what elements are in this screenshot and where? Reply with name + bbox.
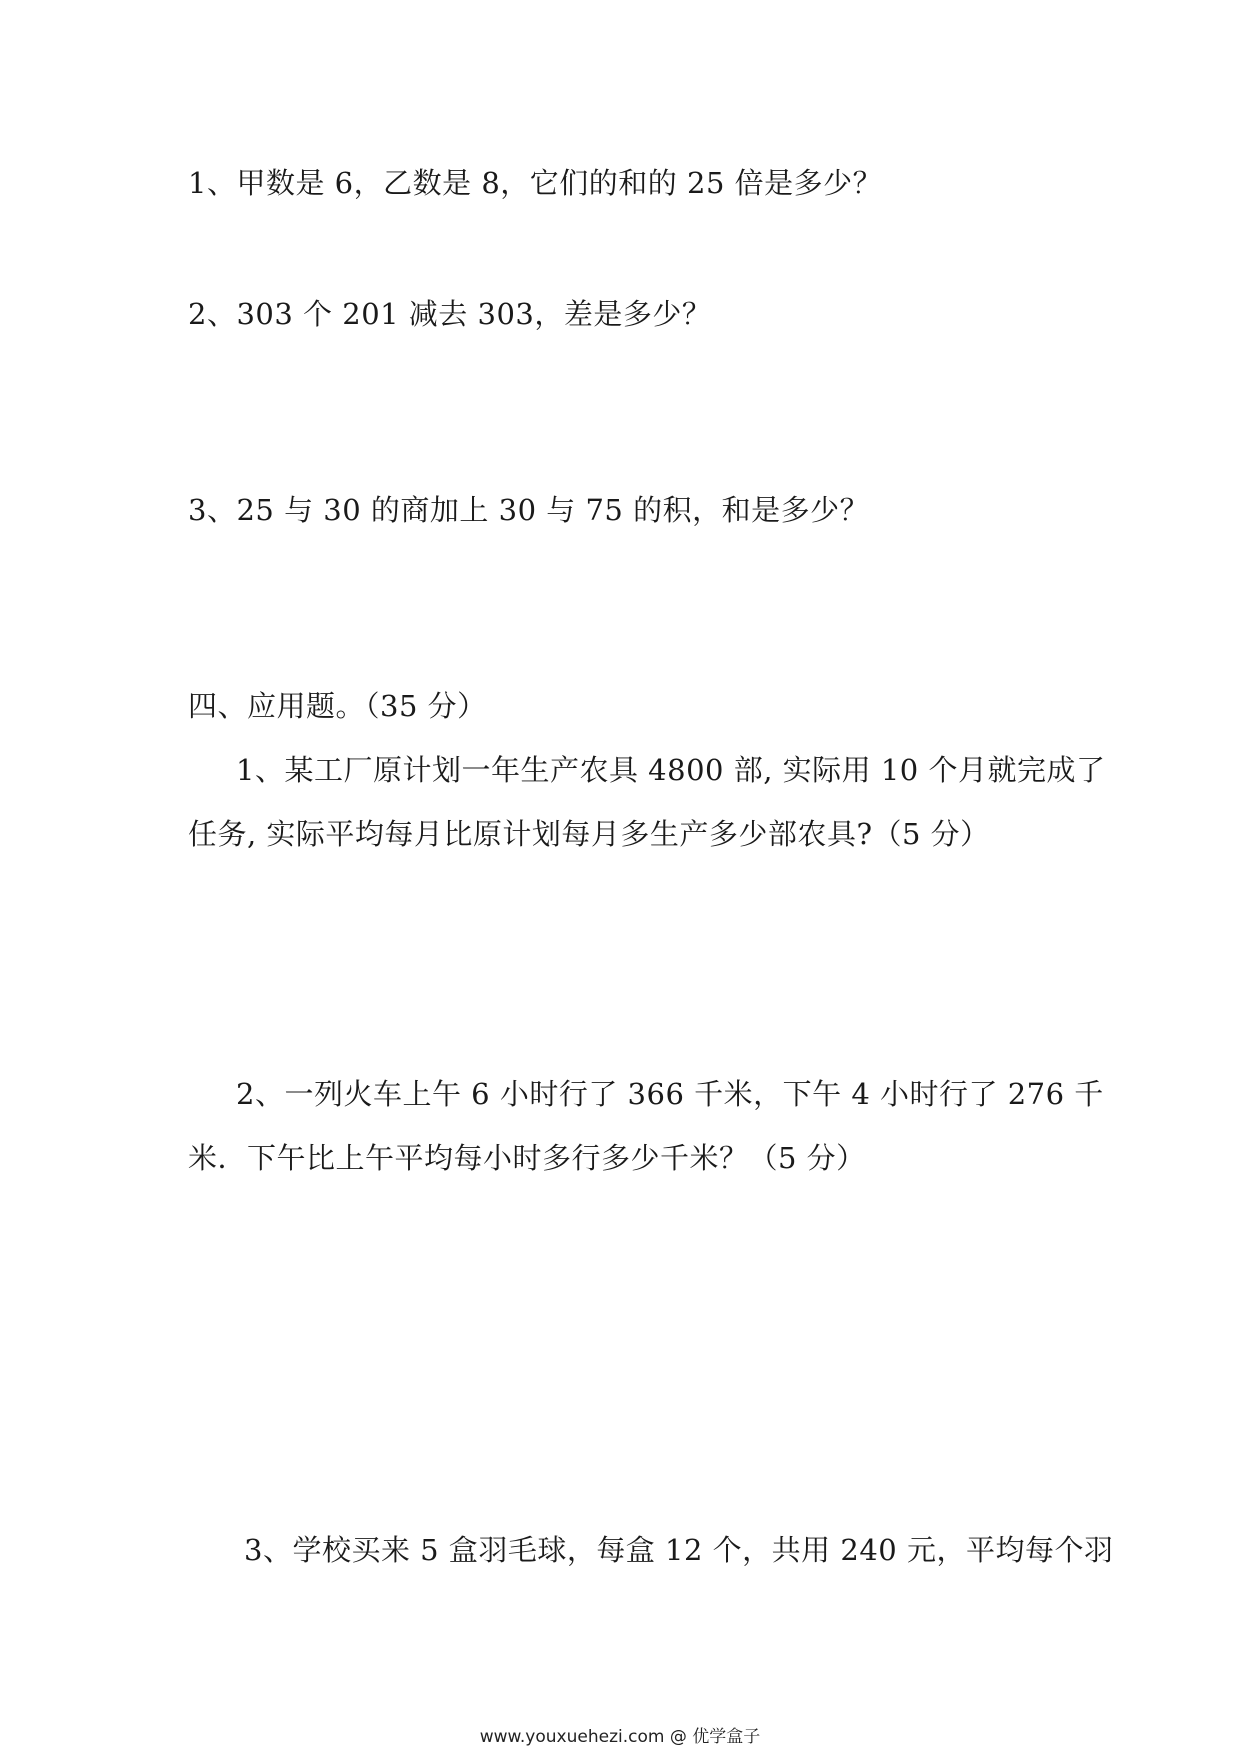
question-1: 1、甲数是 6，乙数是 8，它们的和的 25 倍是多少？ xyxy=(188,166,883,200)
problem-1-line-1: 1、某工厂原计划一年生产农具 4800 部, 实际用 10 个月就完成了 xyxy=(236,753,1106,787)
problem-2-line-1: 2、一列火车上午 6 小时行了 366 千米，下午 4 小时行了 276 千 xyxy=(236,1077,1104,1111)
section-heading: 四、应用题。（35 分） xyxy=(188,689,487,723)
problem-3-line-1: 3、学校买来 5 盒羽毛球，每盒 12 个，共用 240 元，平均每个羽 xyxy=(244,1533,1114,1567)
problem-2-line-2: 米．下午比上午平均每小时多行多少千米？（5 分） xyxy=(188,1141,866,1175)
footer-watermark: www.youxuehezi.com @ 优学盒子 xyxy=(479,1727,761,1747)
question-2: 2、303 个 201 减去 303，差是多少？ xyxy=(188,297,712,331)
question-3: 3、25 与 30 的商加上 30 与 75 的积，和是多少？ xyxy=(188,493,870,527)
problem-1-line-2: 任务, 实际平均每月比原计划每月多生产多少部农具?（5 分） xyxy=(188,817,990,851)
